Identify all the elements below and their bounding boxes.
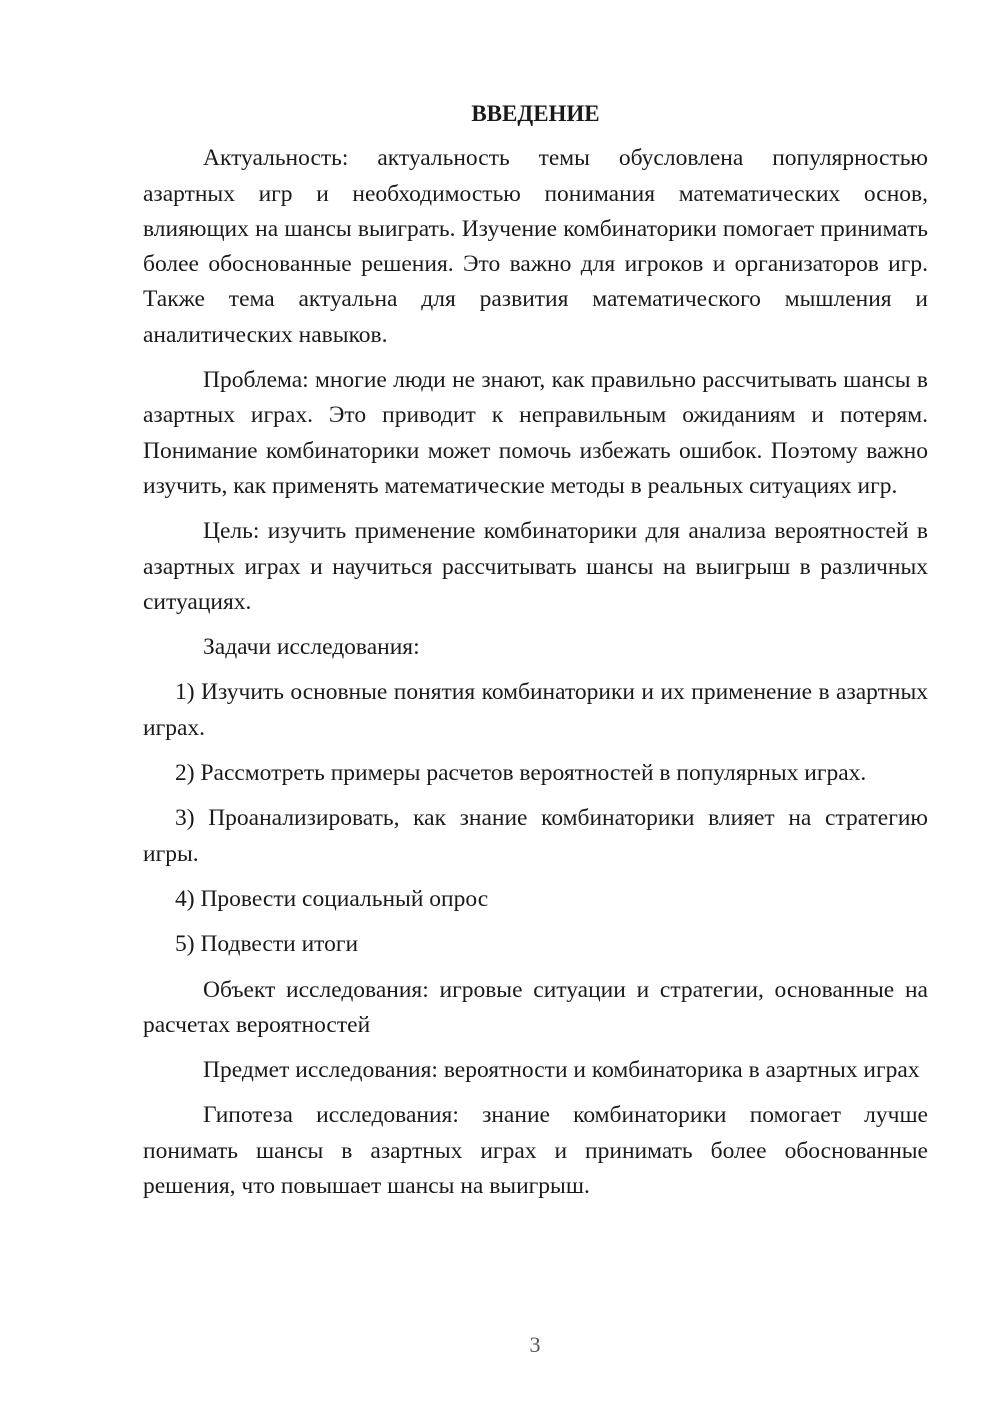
task-item-2: 2) Рассмотреть примеры расчетов вероятностей в популярных играх. xyxy=(175,760,867,787)
task-item-3: 3) Проанализировать, как знание комбинаторики влияет на стратегию игры. xyxy=(143,805,928,867)
page-number: 3 xyxy=(529,1332,541,1357)
paragraph-subject: Предмет исследования: вероятности и комбинаторика в азартных играх xyxy=(203,1057,920,1084)
task-item-4: 4) Провести социальный опрос xyxy=(175,885,489,912)
paragraph-problem: Проблема: многие люди не знают, как правильно рассчитывать шансы в азартных играх. Это приводит к неправильным ожиданиям и потерям. Понимание комбинаторики может помочь избежать ошибок. Поэтому важно изучить, как применять математические методы в реальных ситуациях игр. xyxy=(143,367,928,499)
page-content xyxy=(143,96,928,1214)
task-item-1: 1) Изучить основные понятия комбинаторики и их применение в азартных играх. xyxy=(143,679,928,741)
paragraph-hypothesis: Гипотеза исследования: знание комбинаторики помогает лучше понимать шансы в азартных играх и принимать более обоснованные решения, что повышает шансы на выигрыш. xyxy=(143,1102,928,1200)
task-item-5: 5) Подвести итоги xyxy=(175,931,359,958)
paragraph-object: Объект исследования: игровые ситуации и стратегии, основанные на расчетах вероятностей xyxy=(143,976,928,1038)
page-title: ВВЕДЕНИЕ xyxy=(471,101,600,126)
paragraph-relevance: Актуальность: актуальность темы обусловлена популярностью азартных игр и необходимостью понимания математических основ, влияющих на шансы выиграть. Изучение комбинаторики помогает принимать более обоснованные решения. Это важно для игроков и организаторов игр. Также тема актуальна для развития математического мышления и аналитических навыков. xyxy=(143,145,928,348)
paragraph-goal: Цель: изучить применение комбинаторики для анализа вероятностей в азартных играх и научиться рассчитывать шансы на выигрыш в различных ситуациях. xyxy=(143,518,928,615)
tasks-heading: Задачи исследования: xyxy=(203,634,420,661)
